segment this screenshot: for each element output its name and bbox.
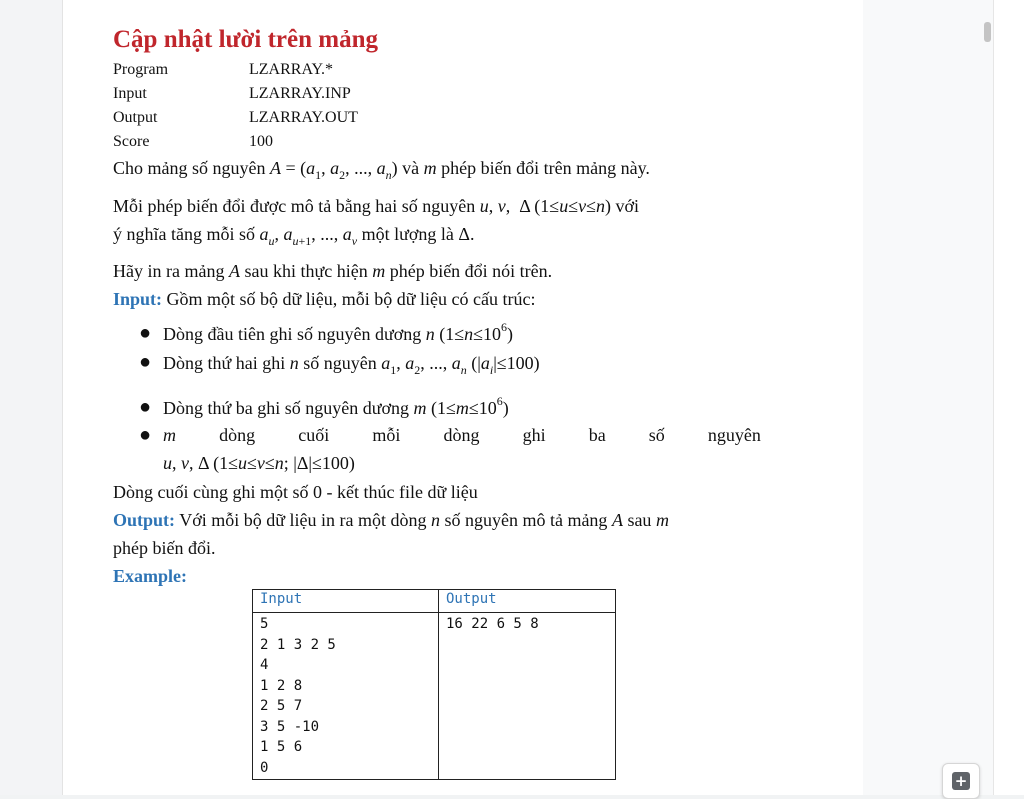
input-label: Input:: [113, 289, 163, 309]
input-section: Input: Gồm một số bộ dữ liệu, mỗi bộ dữ liệu có cấu trúc:: [113, 289, 536, 309]
meta-value-score: 100: [249, 133, 273, 150]
scrollbar-thumb[interactable]: [984, 22, 991, 42]
left-gutter: [0, 0, 62, 795]
table-row: [253, 613, 616, 780]
paragraph-transform-desc: Mỗi phép biến đổi được mô tả bằng hai số nguyên u, v, Δ (1≤u≤v≤n) với: [113, 196, 639, 216]
bullet-item-3: Dòng thứ ba ghi số nguyên dương m $(1\le m\le 10^6)$: [163, 394, 509, 418]
bullet-icon: ●: [139, 322, 152, 344]
meta-key-score: Score: [113, 133, 150, 150]
meta-value-program: LZARRAY.*: [249, 61, 334, 78]
meta-value-output: LZARRAY.OUT: [249, 109, 358, 126]
bullet-item-2: Dòng thứ hai ghi n số nguyên $a_1$, $a_2$, ..., $a_n$ $(|a_i|\le 100)$: [163, 353, 540, 377]
example-table: [252, 589, 616, 780]
paragraph-array-intro: Cho mảng số nguyên $A = (a_1$, $a_2$, ..., $a_n$) và m phép biến đổi trên mảng này.: [113, 158, 650, 182]
meta-key-program: Program: [113, 61, 169, 78]
example-input-cell: [253, 613, 439, 780]
meta-key-output: Output: [113, 109, 158, 126]
bullet-icon: ●: [139, 424, 152, 446]
example-output-cell: 16 22 6 5 8: [439, 613, 616, 780]
bullet-item-4: m dòng cuối mỗi dòng ghi ba số nguyên: [163, 425, 761, 445]
bullet-item-4-formula: u, v, Δ (1≤u≤v≤n; |Δ|≤100): [163, 453, 355, 473]
right-side-panel: [863, 0, 993, 795]
end-of-data-line: Dòng cuối cùng ghi một số 0 - kết thúc file dữ liệu: [113, 482, 478, 502]
table-header-input: Input: [253, 590, 439, 613]
output-label: Output:: [113, 510, 176, 530]
bullet-icon: ●: [139, 351, 152, 373]
output-section: Output: Với mỗi bộ dữ liệu in ra một dòng n số nguyên mô tả mảng A sau m: [113, 510, 669, 530]
plus-square-icon: +: [952, 772, 970, 790]
problem-title: Cập nhật lười trên mảng: [113, 26, 378, 53]
bullet-icon: ●: [139, 396, 152, 418]
meta-key-input: Input: [113, 85, 147, 102]
meta-value-input: LZARRAY.INP: [249, 85, 351, 102]
table-header-output: Output: [439, 590, 616, 613]
example-label: Example:: [113, 566, 187, 586]
example-input-lines: 5 2 1 3 2 5 4 1 2 8 2 5 7 3 5 -10 1 5 6 0: [260, 616, 336, 776]
table-header-row: [253, 590, 616, 613]
paragraph-task: Hãy in ra mảng A sau khi thực hiện m phép biến đổi nói trên.: [113, 261, 553, 281]
paragraph-transform-meaning: ý nghĩa tăng mỗi số $a_u$, $a_{u+1}$, ..., $a_v$ một lượng là Δ.: [113, 224, 475, 248]
add-comment-button[interactable]: [942, 763, 980, 799]
output-section-cont: phép biến đổi.: [113, 538, 216, 558]
scrollbar-track[interactable]: [993, 0, 1024, 795]
bullet-item-1: Dòng đầu tiên ghi số nguyên dương n $(1\le n\le 10^6)$: [163, 320, 514, 344]
